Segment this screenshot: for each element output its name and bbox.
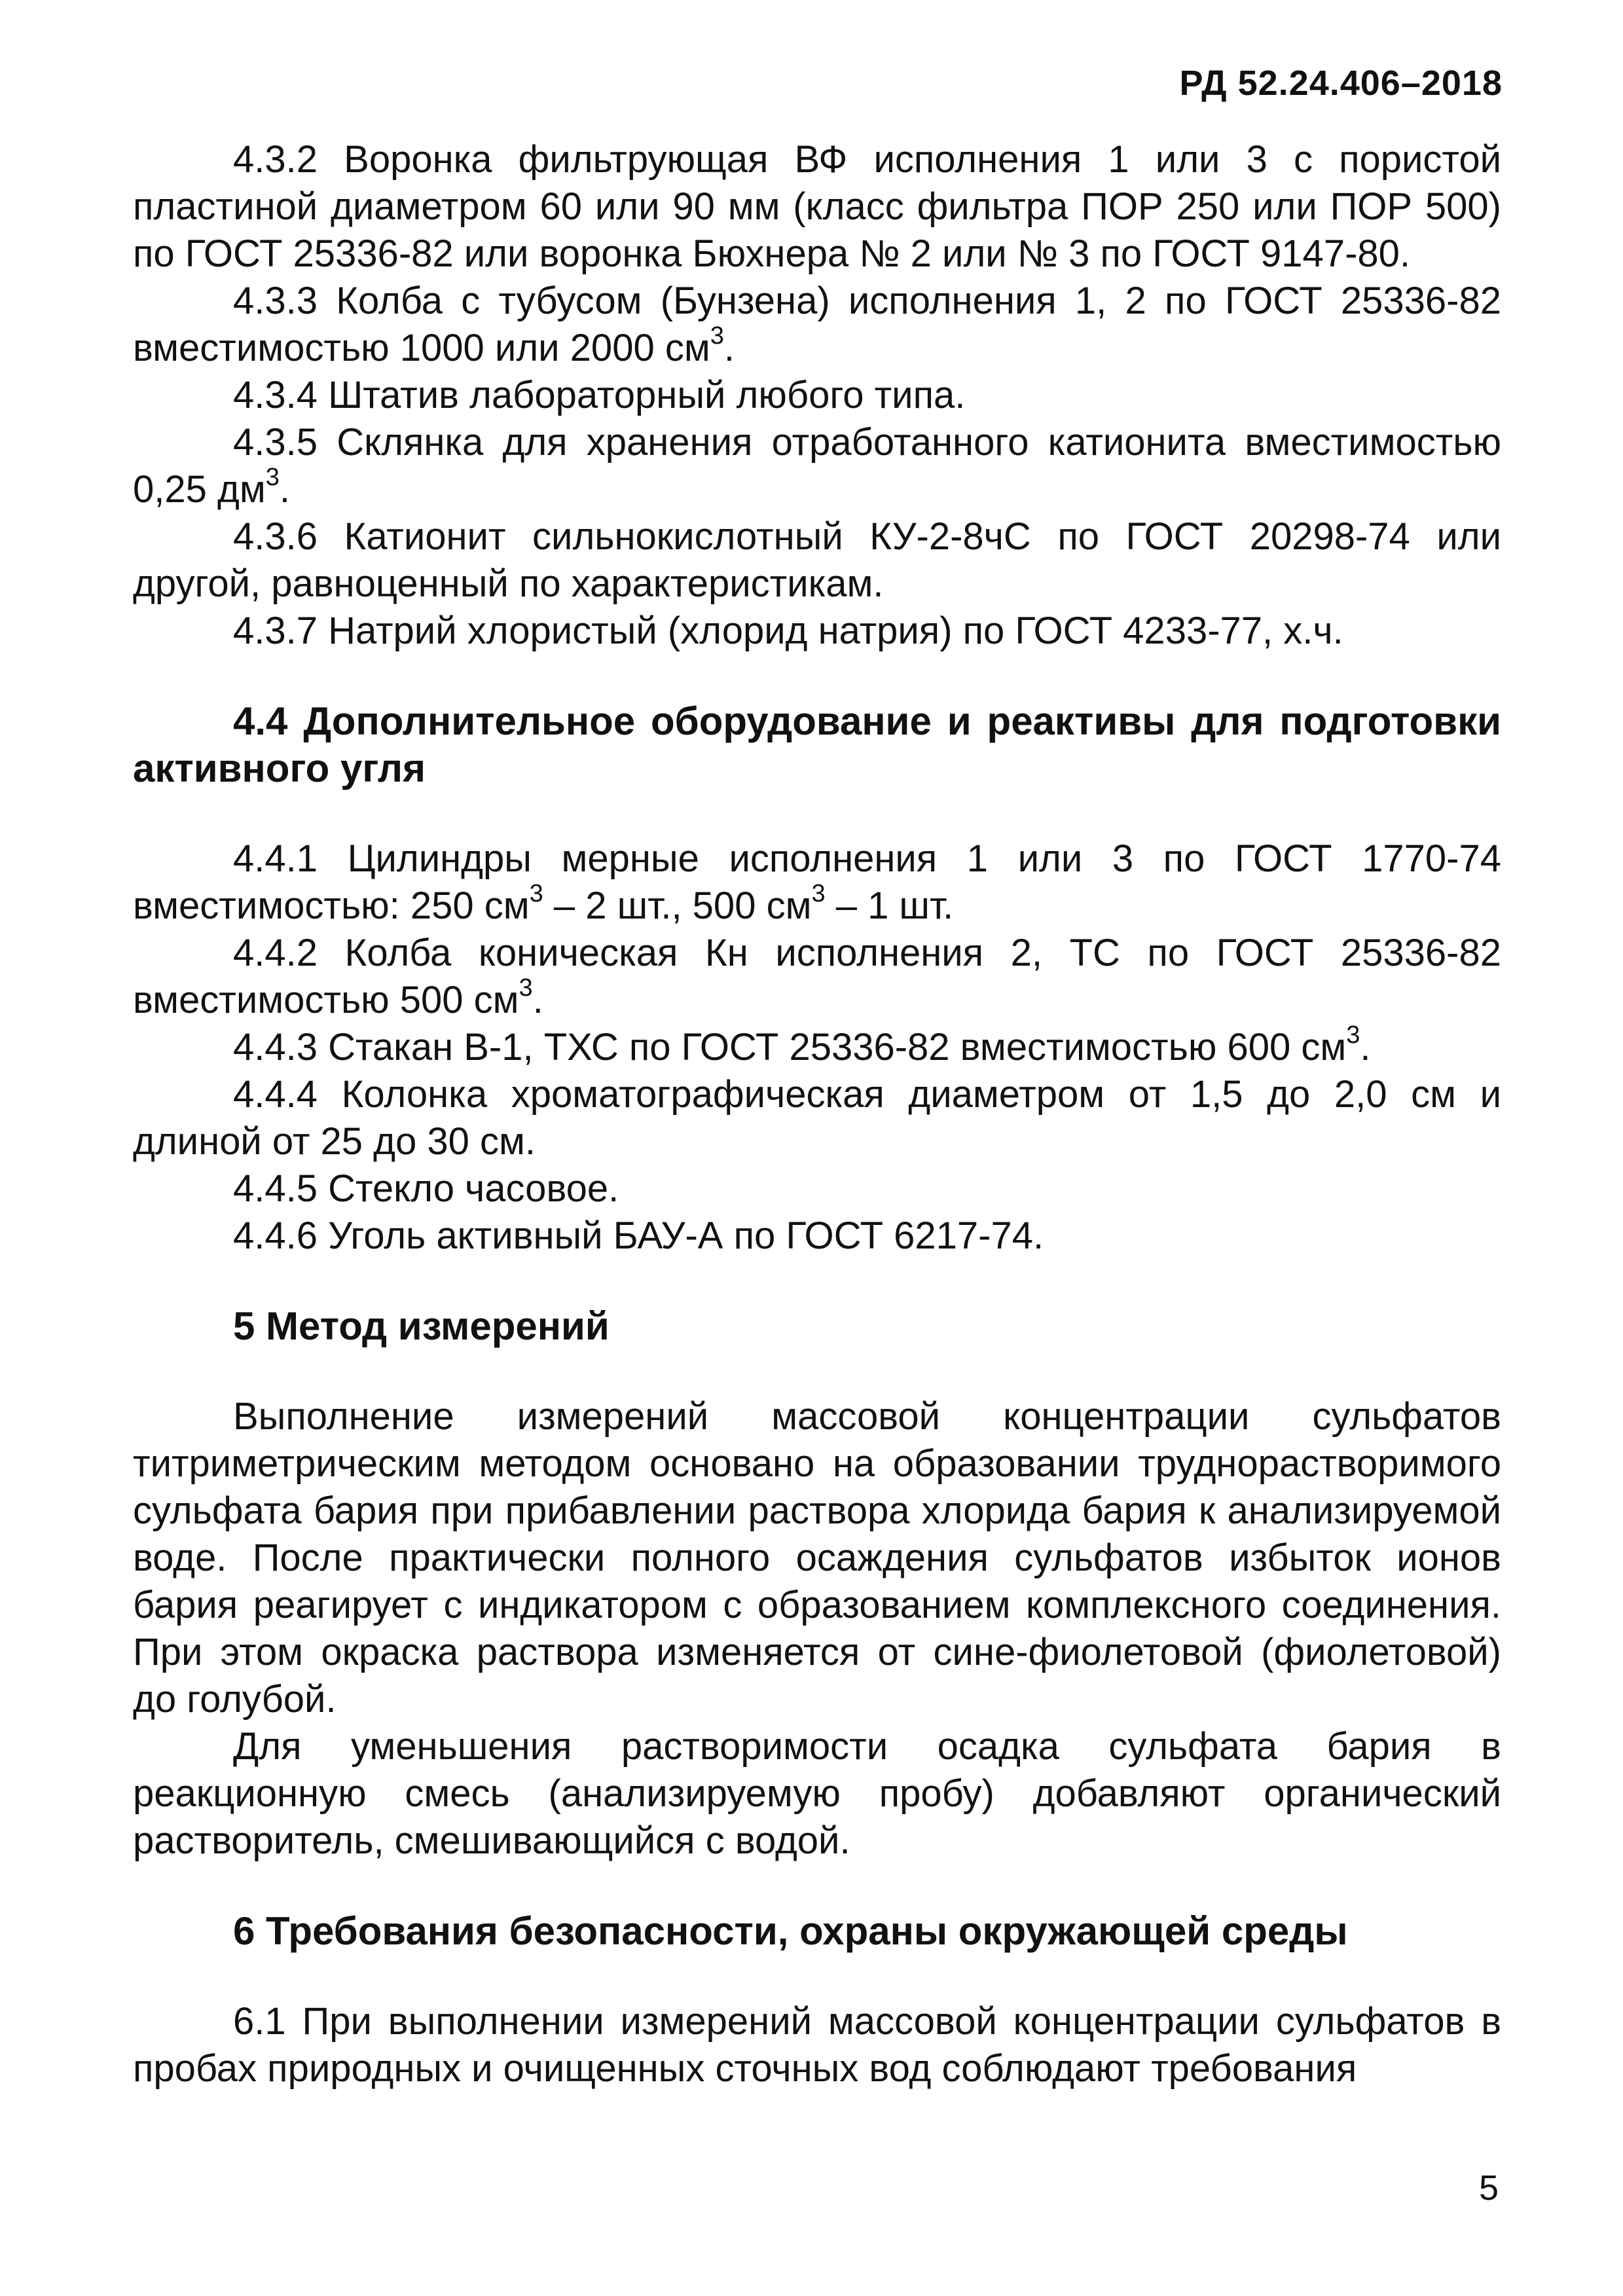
- paragraph-6-1: 6.1 При выполнении измерений массовой концентрации сульфатов в пробах природных и очищенных сточных вод соблюдают требования: [133, 2000, 1501, 2090]
- paragraph-4-4-3: [133, 1021, 1501, 1071]
- paragraph-text: 4.3.3 Колба с тубусом (Бунзена) исполнения 1, 2 по ГОСТ 25336-82 вместимостью 1000 или 2000 см: [133, 280, 1501, 369]
- superscript: 3: [710, 322, 724, 350]
- paragraph-text-end: .: [532, 979, 543, 1021]
- paragraph-4-3-5: [133, 419, 1501, 513]
- superscript: 3: [811, 880, 826, 907]
- paragraph-4-3-6: 4.3.6 Катионит сильнокислотный КУ-2-8чС по ГОСТ 20298-74 или другой, равноценный по характеристикам.: [133, 515, 1501, 605]
- paragraph-4-4-2: [133, 930, 1501, 1024]
- superscript: 3: [1346, 1021, 1360, 1049]
- page-content: [133, 136, 1501, 2092]
- document-code: РД 52.24.406–2018: [1179, 64, 1503, 103]
- superscript: 3: [265, 464, 280, 491]
- superscript: 3: [519, 974, 533, 1002]
- paragraph-text: 4.4.1 Цилиндры мерные исполнения 1 или 3 по ГОСТ 1770-74 вместимостью: 250 см: [133, 837, 1501, 927]
- section-heading-5: 5 Метод измерений: [233, 1304, 610, 1348]
- paragraph-4-4-4: 4.4.4 Колонка хроматографическая диаметром от 1,5 до 2,0 см и длиной от 25 до 30 см.: [133, 1073, 1501, 1163]
- paragraph-text: 4.3.5 Склянка для хранения отработанного катионита вместимостью 0,25 дм: [133, 421, 1501, 511]
- paragraph-text-end: – 1 шт.: [825, 884, 954, 927]
- page-number: 5: [1478, 2168, 1499, 2208]
- paragraph-4-3-3: [133, 278, 1501, 372]
- paragraph-text-end: .: [1360, 1026, 1371, 1068]
- paragraph-4-4-5: 4.4.5 Стекло часовое.: [233, 1167, 619, 1210]
- paragraph-4-4-6: 4.4.6 Уголь активный БАУ-А по ГОСТ 6217-74.: [233, 1214, 1044, 1257]
- superscript: 3: [529, 880, 543, 907]
- section-heading-6: 6 Требования безопасности, охраны окружающей среды: [233, 1909, 1348, 1953]
- paragraph-4-3-4: 4.3.4 Штатив лабораторный любого типа.: [233, 374, 966, 416]
- paragraph-text: 4.4.2 Колба коническая Кн исполнения 2, ТС по ГОСТ 25336-82 вместимостью 500 см: [133, 932, 1501, 1021]
- paragraph-5-method: Выполнение измерений массовой концентрации сульфатов титриметрическим методом основано на образовании труднорастворимого сульфата бария при прибавлении раствора хлорида бария к анализируемой воде. После практически полного осаждения сульфатов избыток ионов бария реагирует с индикатором с образованием комплексного соединения. При этом окраска раствора изменяется от сине-фиолетовой (фиолетовой) до голубой.: [133, 1395, 1501, 1721]
- section-heading-4-4: 4.4 Дополнительное оборудование и реактивы для подготовки активного угля: [133, 699, 1501, 790]
- paragraph-4-4-1: [133, 835, 1501, 930]
- paragraph-text-end: .: [279, 468, 290, 511]
- paragraph-text: 4.4.3 Стакан В-1, ТХС по ГОСТ 25336-82 вместимостью 600 см: [233, 1026, 1347, 1068]
- paragraph-4-3-7: 4.3.7 Натрий хлористый (хлорид натрия) по ГОСТ 4233-77, х.ч.: [233, 610, 1343, 652]
- paragraph-5-solvent: Для уменьшения растворимости осадка сульфата бария в реакционную смесь (анализируемую пробу) добавляют органический растворитель, смешивающийся с водой.: [133, 1725, 1501, 1862]
- paragraph-text-middle: – 2 шт., 500 см: [543, 884, 812, 927]
- paragraph-text-end: .: [723, 327, 735, 369]
- paragraph-4-3-2: 4.3.2 Воронка фильтрующая ВФ исполнения 1 или 3 с пористой пластиной диаметром 60 или 90 мм (класс фильтра ПОР 250 или ПОР 500) по ГОСТ 25336-82 или воронка Бюхнера № 2 или № 3 по ГОСТ 9147-80.: [133, 138, 1501, 275]
